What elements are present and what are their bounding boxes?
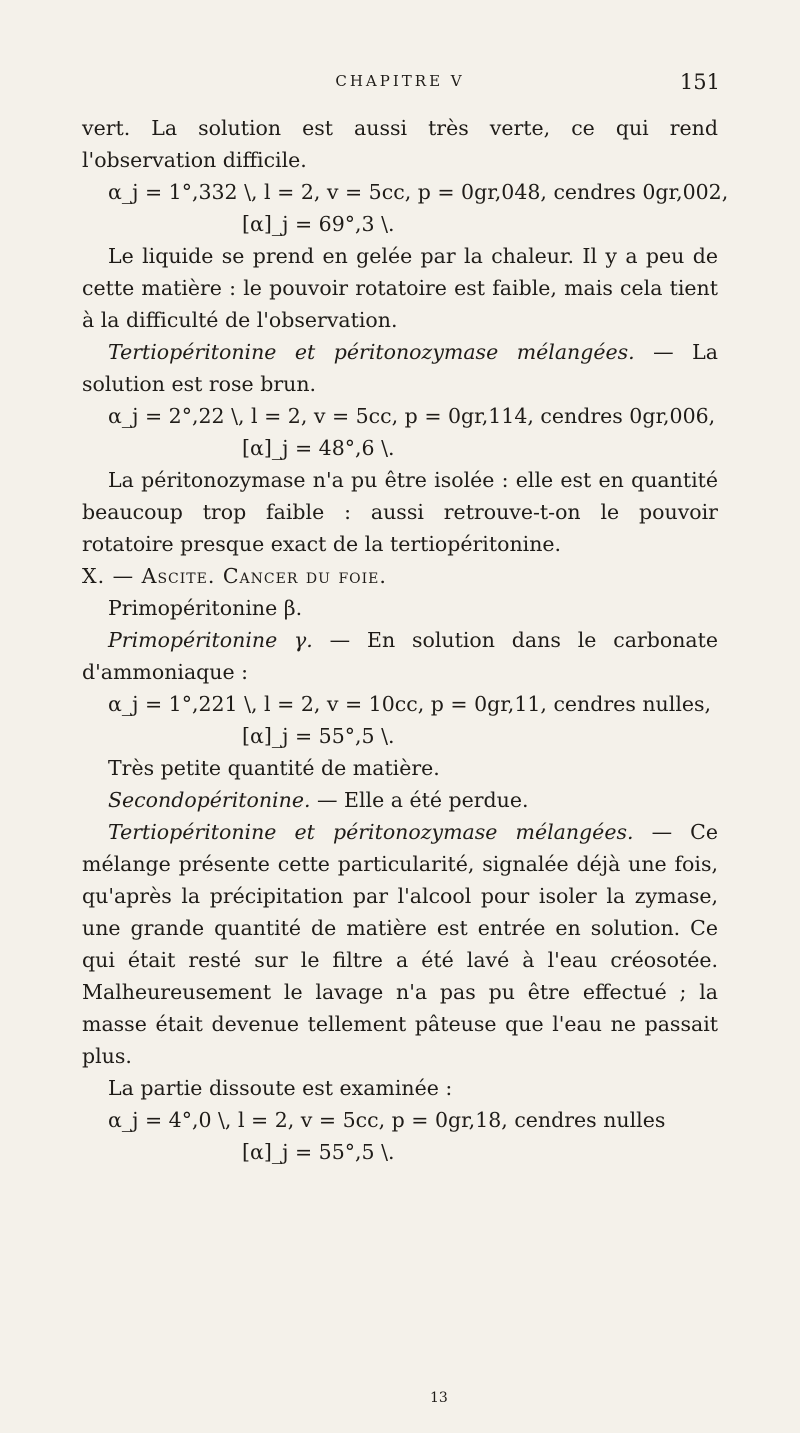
formula-result: [α]_j = 48°,6 \. <box>242 436 395 460</box>
formula-result: [α]_j = 55°,5 \. <box>242 724 395 748</box>
paragraph: Très petite quantité de matière. <box>108 756 440 780</box>
paragraph <box>82 784 718 816</box>
paragraph-text: — Elle a été perdue. <box>310 788 529 812</box>
paragraph-title: Primopéritonine γ. <box>108 628 313 652</box>
paragraph-title: Secondopéritonine. <box>108 788 311 812</box>
formula-line: α_j = 1°,221 \, l = 2, v = 10cc, p = 0gr,11, cendres nulles, <box>108 692 712 716</box>
paragraph-text: — La solution est rose brun. <box>82 340 718 396</box>
paragraph <box>82 816 718 1072</box>
formula-result: [α]_j = 69°,3 \. <box>242 212 395 236</box>
paragraph: Le liquide se prend en gelée par la chaleur. Il y a peu de cette matière : le pouvoir rotatoire est faible, mais cela tient à la difficulté de l'observation. <box>82 244 718 332</box>
section-heading: X. — Ascite. Cancer du foie. <box>82 564 387 588</box>
page-number: 151 <box>679 70 720 94</box>
formula-result: [α]_j = 55°,5 \. <box>242 1140 395 1164</box>
signature-mark: 13 <box>430 1390 448 1406</box>
formula-line: α_j = 4°,0 \, l = 2, v = 5cc, p = 0gr,18, cendres nulles <box>108 1108 666 1132</box>
paragraph: La partie dissoute est examinée : <box>108 1076 453 1100</box>
body-text <box>82 112 729 1168</box>
paragraph-title: Tertiopéritonine et péritonozymase mélangées. <box>108 340 635 364</box>
paragraph-text: — En solution dans le carbonate d'ammoniaque : <box>82 628 719 684</box>
running-head: CHAPITRE V <box>335 72 465 90</box>
page-header <box>0 72 800 96</box>
paragraph-text: — Ce mélange présente cette particularité, signalée déjà une fois, qu'après la précipitation par l'alcool pour isoler la zymase, une grande quantité de matière est entrée en solution. Ce qui était resté sur le filtre a été lavé à l'eau créosotée. Malheureusement le lavage n'a pas pu être effectué ; la masse était devenue tellement pâteuse que l'eau ne passait plus. <box>82 820 718 1068</box>
paragraph: vert. La solution est aussi très verte, ce qui rend l'observation difficile. <box>82 116 718 172</box>
paragraph <box>82 336 718 400</box>
paragraph-title: Tertiopéritonine et péritonozymase mélangées. <box>108 820 634 844</box>
formula-line: α_j = 1°,332 \, l = 2, v = 5cc, p = 0gr,048, cendres 0gr,002, <box>108 180 729 204</box>
paragraph: Primopéritonine β. <box>108 596 303 620</box>
formula-line: α_j = 2°,22 \, l = 2, v = 5cc, p = 0gr,114, cendres 0gr,006, <box>108 404 716 428</box>
paragraph: La péritonozymase n'a pu être isolée : elle est en quantité beaucoup trop faible : aussi retrouve-t-on le pouvoir rotatoire presque exact de la tertiopéritonine. <box>82 468 718 556</box>
paragraph <box>82 624 718 688</box>
